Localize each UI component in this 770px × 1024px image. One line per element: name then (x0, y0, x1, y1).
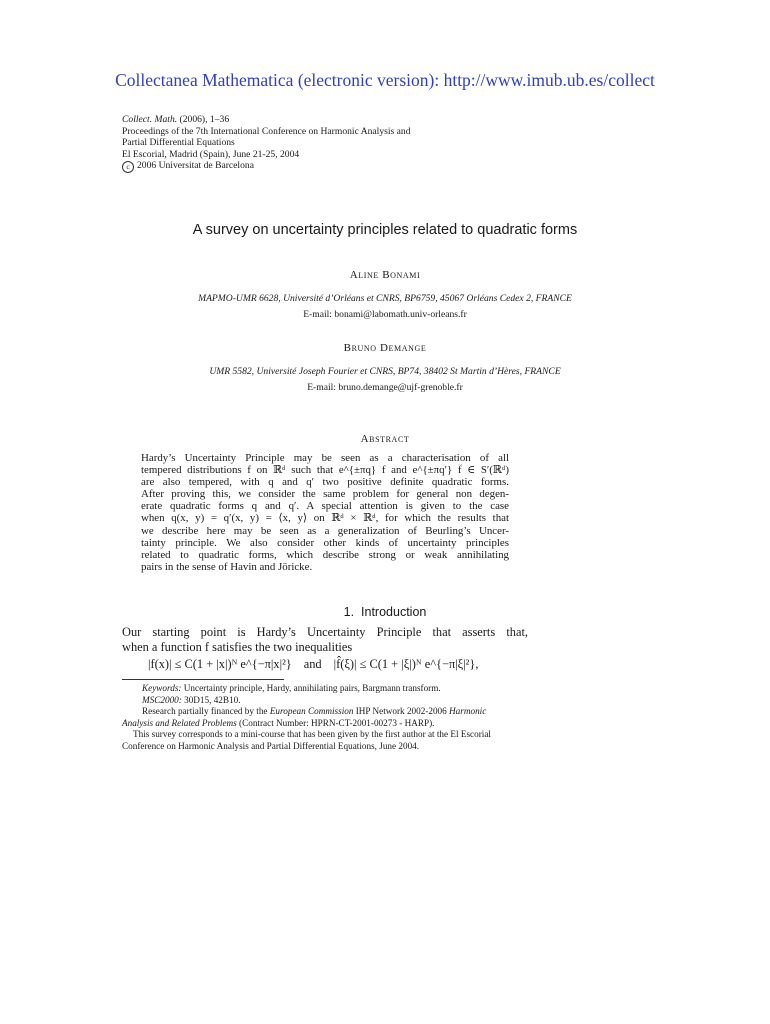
abstract-line: tainty principle. We also consider other kinds of uncertainty principles (141, 536, 509, 549)
footnote-keywords (122, 683, 528, 695)
intro-line: Our starting point is Hardy’s Uncertainty Principle that asserts that, (122, 625, 528, 639)
abstract-line: we describe here may be seen as a generalization of Beurling’s Uncer- (141, 524, 509, 537)
equation-left: |f(x)| ≤ C(1 + |x|)ᴺ e^{−π|x|²} (148, 657, 292, 671)
abstract-line: tempered distributions f on ℝᵈ such that e^{±πq} f and e^{±πq′} f̂ ∈ S′(ℝᵈ) (141, 464, 509, 477)
abstract-line: pairs in the sense of Havin and Jöricke. (141, 560, 313, 573)
author-name-2: Bruno Demange (343, 342, 427, 354)
copyright-line (122, 160, 522, 173)
funding-italic-1: Harmonic (449, 706, 487, 717)
publication-header (122, 114, 522, 173)
footnotes (122, 683, 528, 753)
funding-post: (Contract Number: HPRN-CT-2001-00273 - HARP). (236, 717, 435, 728)
footnote-funding (122, 706, 528, 718)
intro-line: when a function f satisfies the two inequalities (122, 640, 353, 654)
proceedings-line-1: Proceedings of the 7th International Conference on Harmonic Analysis and (122, 125, 411, 137)
author-affiliation-1: MAPMO-UMR 6628, Université d’Orléans et CNRS, BP6759, 45067 Orléans Cedex 2, FRANCE (198, 293, 572, 304)
abstract-heading: Abstract (360, 433, 410, 445)
abstract-line: erate quadratic forms q and q′. A special attention is given to the case (141, 500, 509, 513)
journal-link[interactable]: Collectanea Mathematica (electronic version): http://www.imub.ub.es/collect (115, 70, 655, 90)
citation-details: (2006), 1–36 (177, 114, 230, 125)
author-email-1[interactable]: E-mail: bonami@labomath.univ-orleans.fr (303, 309, 467, 320)
funding-pre: Research partially financed by the (142, 706, 270, 717)
keywords-label: Keywords: (142, 683, 182, 693)
abstract-body (141, 452, 509, 573)
intro-paragraph (122, 625, 528, 655)
footnote-msc (122, 695, 528, 707)
conference-location: El Escorial, Madrid (Spain), June 21-25, 2004 (122, 148, 300, 160)
proceedings-line-2: Partial Differential Equations (122, 137, 235, 149)
abstract-line: related to quadratic forms, which describe strong or weak annihilating (141, 548, 509, 561)
hardy-inequalities (148, 657, 478, 672)
abstract-line: when q(x, y) = q′(x, y) = ⟨x, y⟩ on ℝᵈ × ℝᵈ, for which the results that (141, 512, 509, 525)
footnote-survey-2: Conference on Harmonic Analysis and Partial Differential Equations, June 2004. (122, 740, 420, 751)
section-number: 1. (343, 605, 355, 619)
funding-ec: European Commission (269, 706, 354, 717)
author-affiliation-2: UMR 5582, Université Joseph Fourier et CNRS, BP74, 38402 St Martin d’Hères, FRANCE (209, 366, 561, 377)
abstract-line: are also tempered, with q and q′ two positive definite quadratic forms. (141, 476, 509, 489)
footnote-divider (122, 679, 284, 680)
author-name-1: Aline Bonami (349, 269, 421, 281)
keywords-text: Uncertainty principle, Hardy, annihilating pairs, Bargmann transform. (181, 683, 441, 693)
abstract-line: After proving this, we consider the same problem for general non degen- (141, 488, 509, 501)
abstract-line: Hardy’s Uncertainty Principle may be seen as a characterisation of all (141, 452, 509, 464)
equation-connector: and (303, 657, 322, 671)
citation-journal: Collect. Math. (122, 114, 178, 125)
author-email-2[interactable]: E-mail: bruno.demange@ujf-grenoble.fr (307, 382, 463, 393)
msc-text: 30D15, 42B10. (181, 694, 241, 705)
citation-line (122, 114, 522, 126)
funding-mid: IHP Network 2002-2006 (353, 706, 450, 717)
funding-italic-2: Analysis and Related Problems (122, 717, 237, 728)
equation-right: |f̂(ξ)| ≤ C(1 + |ξ|)ᴺ e^{−π|ξ|²}, (333, 657, 479, 671)
footnote-survey-1: This survey corresponds to a mini-course that has been given by the first author at the El Escorial (133, 729, 491, 740)
copyright-text: 2006 Universitat de Barcelona (137, 160, 254, 172)
footnote-funding-cont (122, 718, 528, 730)
copyright-icon: c (122, 161, 134, 173)
section-heading (0, 605, 770, 619)
msc-label: MSC2000: (142, 694, 182, 705)
paper-title: A survey on uncertainty principles related to quadratic forms (192, 222, 578, 238)
section-title: Introduction (361, 605, 427, 619)
